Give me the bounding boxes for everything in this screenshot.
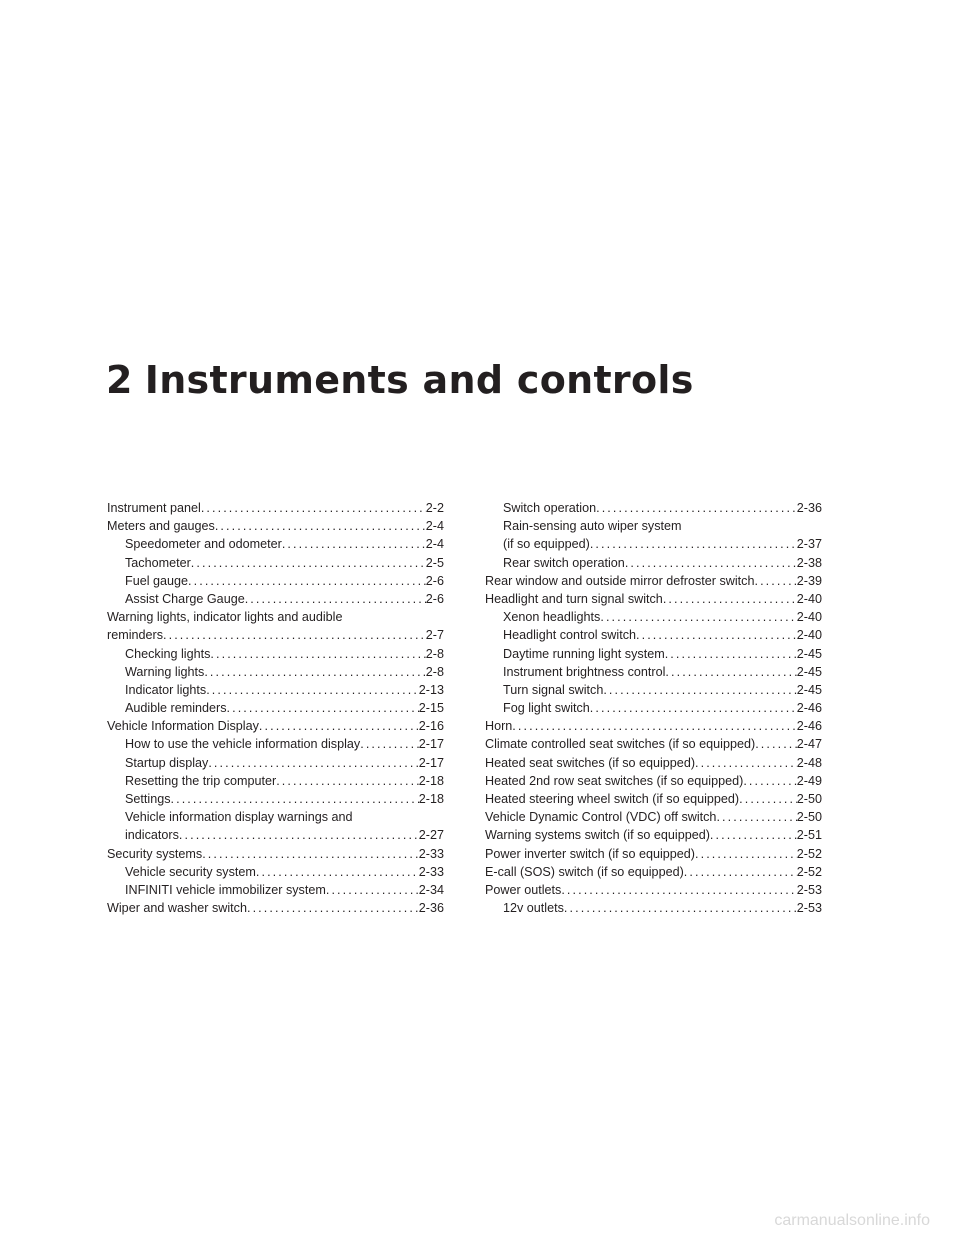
toc-entry-text: Audible reminders [125, 701, 227, 716]
toc-entry-text: Vehicle security system [125, 864, 256, 879]
toc-entry-text-line1: Rain-sensing auto wiper system [503, 519, 682, 534]
toc-entry[interactable] [485, 863, 822, 881]
dot-leader [739, 790, 797, 808]
toc-entry[interactable] [485, 645, 822, 663]
dot-leader [259, 717, 419, 735]
toc-entry[interactable] [485, 608, 822, 626]
toc-entry-page: 2-38 [796, 555, 822, 570]
toc-entry-page: 2-52 [796, 864, 822, 879]
toc-entry-text: Horn [485, 719, 513, 734]
dot-leader [695, 754, 797, 772]
toc-entry-text-line1: Warning lights, indicator lights and audible [107, 610, 343, 625]
toc-entry[interactable] [107, 881, 444, 899]
toc-entry-page: 2-34 [418, 882, 444, 897]
toc-entry[interactable] [485, 772, 822, 790]
toc-entry-text: Settings [125, 792, 171, 806]
toc-entry-text: Startup display [125, 755, 209, 770]
toc-entry[interactable] [107, 626, 444, 644]
toc-entry[interactable] [107, 772, 444, 790]
toc-entry-text: Resetting the trip computer [125, 773, 277, 788]
toc-entry[interactable] [107, 517, 444, 535]
toc-entry-page: 2-33 [418, 864, 444, 879]
toc-entry-text: Instrument brightness control [503, 664, 666, 679]
toc-entry[interactable] [107, 863, 444, 881]
toc-entry-page: 2-13 [418, 682, 444, 697]
toc-entry-text: Switch operation [503, 501, 597, 515]
toc-entry[interactable] [107, 845, 444, 863]
dot-leader [590, 699, 797, 717]
chapter-number: 2 [106, 358, 133, 402]
toc-entry-page: 2-53 [796, 901, 822, 916]
toc-entry-page: 2-45 [796, 682, 822, 697]
dot-leader [710, 826, 797, 844]
dot-leader [695, 845, 797, 863]
toc-entry[interactable] [107, 735, 444, 753]
toc-entry-text: Turn signal switch [503, 682, 604, 697]
toc-entry[interactable] [485, 754, 822, 772]
toc-entry-page: 2-40 [796, 610, 822, 625]
toc-entry-text: Checking lights [125, 646, 211, 661]
toc-entry-page: 2-27 [418, 828, 444, 843]
toc-entry-text: Meters and gauges [107, 519, 215, 534]
toc-entry-text: Instrument panel [107, 501, 201, 515]
toc-entry-page: 2-46 [796, 719, 822, 734]
toc-entry-page: 2-6 [425, 573, 444, 588]
toc-entry-page: 2-17 [418, 755, 444, 770]
dot-leader [245, 590, 426, 608]
dot-leader [684, 863, 797, 881]
toc-entry-text: Headlight control switch [503, 628, 636, 643]
dot-leader [208, 754, 418, 772]
toc-entry[interactable] [485, 881, 822, 899]
toc-entry-page: 2-8 [425, 664, 444, 679]
toc-entry-page: 2-47 [796, 737, 822, 752]
dot-leader [171, 790, 419, 808]
toc-entry-text: Power outlets [485, 882, 562, 897]
toc-entry[interactable] [107, 535, 444, 553]
dot-leader [201, 499, 426, 517]
dot-leader [282, 535, 426, 553]
dot-leader [188, 572, 426, 590]
dot-leader [603, 681, 796, 699]
toc-entry-page: 2-52 [796, 846, 822, 861]
dot-leader [206, 681, 419, 699]
toc-entry[interactable] [485, 681, 822, 699]
toc-entry-page: 2-33 [418, 846, 444, 861]
toc-entry-text: 12v outlets [503, 901, 564, 916]
toc-entry-page: 2-50 [796, 810, 822, 825]
toc-entry[interactable] [485, 554, 822, 572]
toc-entry-text: Security systems [107, 846, 203, 861]
toc-entry-page: 2-39 [796, 573, 822, 588]
toc-entry-text: Vehicle Information Display [107, 719, 259, 734]
toc-entry[interactable] [485, 790, 822, 808]
toc-entry[interactable] [107, 681, 444, 699]
toc-entry-text: Speedometer and odometer [125, 537, 282, 552]
toc-entry-page: 2-40 [796, 591, 822, 606]
toc-entry-page: 2-4 [425, 519, 444, 534]
dot-leader [179, 826, 419, 844]
toc-entry-text: Rear switch operation [503, 555, 625, 570]
toc-entry-text: Headlight and turn signal switch [485, 591, 663, 606]
toc-entry-text: Wiper and washer switch [107, 901, 247, 916]
toc-entry-text: E-call (SOS) switch (if so equipped) [485, 864, 684, 879]
toc-entry-text: Daytime running light system [503, 646, 665, 661]
toc-entry-text: INFINITI vehicle immobilizer system [125, 882, 326, 897]
toc-entry[interactable] [485, 808, 822, 826]
toc-entry-text: How to use the vehicle information display [125, 737, 361, 752]
toc-entry-page: 2-8 [425, 646, 444, 661]
dot-leader [755, 735, 797, 753]
toc-entry-text: Fuel gauge [125, 573, 189, 588]
toc-entry[interactable] [107, 717, 444, 735]
toc-entry[interactable] [485, 535, 822, 553]
toc-entry-text: Power inverter switch (if so equipped) [485, 846, 695, 861]
dot-leader [636, 626, 797, 644]
dot-leader [561, 881, 796, 899]
toc-entry-text: Vehicle Dynamic Control (VDC) off switch [485, 810, 717, 825]
toc-entry[interactable] [107, 754, 444, 772]
toc-entry-page: 2-18 [418, 792, 444, 806]
dot-leader [227, 699, 419, 717]
toc-entry-text: Warning systems switch (if so equipped) [485, 828, 710, 843]
dot-leader [276, 772, 419, 790]
dot-leader [663, 590, 797, 608]
toc-entry[interactable] [107, 645, 444, 663]
toc-entry-page: 2-5 [425, 555, 444, 570]
toc-entry-page: 2-49 [796, 773, 822, 788]
chapter-title-text: Instruments and controls [144, 358, 694, 402]
toc-entry-page: 2-51 [796, 828, 822, 843]
toc-entry[interactable] [107, 499, 444, 517]
toc-entry-page: 2-7 [425, 628, 444, 643]
dot-leader [716, 808, 796, 826]
dot-leader [204, 663, 425, 681]
toc-entry-page: 2-6 [425, 591, 444, 606]
toc-entry-text: (if so equipped) [503, 537, 590, 552]
dot-leader [360, 735, 419, 753]
dot-leader [600, 608, 796, 626]
dot-leader [665, 663, 796, 681]
dot-leader [326, 881, 419, 899]
toc-entry-text: Heated 2nd row seat switches (if so equipped) [485, 773, 744, 788]
toc-entry-text: reminders [107, 628, 163, 643]
toc-entry-text: indicators [125, 828, 179, 843]
toc-entry-text: Climate controlled seat switches (if so equipped) [485, 737, 756, 752]
toc-entry[interactable] [485, 717, 822, 735]
dot-leader [754, 572, 796, 590]
toc-entry[interactable] [485, 626, 822, 644]
toc-entry[interactable] [107, 572, 444, 590]
toc-entry[interactable] [107, 826, 444, 844]
toc-entry-page: 2-45 [796, 664, 822, 679]
toc-entry-text: Fog light switch [503, 701, 590, 716]
toc-entry-text: Heated seat switches (if so equipped) [485, 755, 696, 770]
toc-entry[interactable] [107, 663, 444, 681]
dot-leader [590, 535, 797, 553]
toc-entry[interactable] [485, 572, 822, 590]
toc-entry-page: 2-36 [796, 501, 822, 515]
dot-leader [596, 499, 797, 517]
toc-entry-text-line1: Vehicle information display warnings and [125, 810, 353, 825]
toc-entry[interactable] [485, 845, 822, 863]
toc-entry-page: 2-15 [418, 701, 444, 716]
dot-leader [256, 863, 419, 881]
toc-entry-text: Xenon headlights [503, 610, 601, 625]
toc-entry[interactable] [485, 699, 822, 717]
dot-leader [210, 645, 425, 663]
dot-leader [215, 517, 426, 535]
dot-leader [743, 772, 796, 790]
toc-entry-page: 2-17 [418, 737, 444, 752]
toc-entry-page: 2-50 [796, 792, 822, 806]
toc-entry-page: 2-45 [796, 646, 822, 661]
toc-entry[interactable] [107, 790, 444, 808]
toc-entry[interactable] [107, 590, 444, 608]
toc-entry[interactable] [107, 554, 444, 572]
dot-leader [163, 626, 426, 644]
toc-entry-text: Heated steering wheel switch (if so equipped) [485, 792, 740, 806]
dot-leader [564, 899, 797, 917]
toc-entry-text: Tachometer [125, 555, 191, 570]
chapter-title [106, 358, 694, 402]
toc-entry[interactable] [107, 699, 444, 717]
dot-leader [202, 845, 419, 863]
toc-entry[interactable] [485, 735, 822, 753]
toc-entry-page: 2-48 [796, 755, 822, 770]
toc-entry-page: 2-53 [796, 882, 822, 897]
toc-entry[interactable] [485, 899, 822, 917]
toc-left-column [107, 499, 444, 917]
toc-entry[interactable] [485, 663, 822, 681]
toc-entry-text: Assist Charge Gauge [125, 591, 245, 606]
toc-entry[interactable] [485, 590, 822, 608]
toc-entry[interactable] [485, 499, 822, 517]
toc-entry-page: 2-36 [418, 901, 444, 916]
toc-entry-page: 2-2 [425, 501, 444, 515]
dot-leader [665, 645, 797, 663]
toc-entry[interactable] [107, 899, 444, 917]
toc-entry-page: 2-46 [796, 701, 822, 716]
dot-leader [191, 554, 426, 572]
toc-entry-text: Warning lights [125, 664, 205, 679]
toc-entry-page: 2-37 [796, 537, 822, 552]
toc-right-column [485, 499, 822, 917]
dot-leader [512, 717, 796, 735]
dot-leader [625, 554, 797, 572]
dot-leader [247, 899, 419, 917]
toc-entry-page: 2-18 [418, 773, 444, 788]
toc-entry-text: Rear window and outside mirror defroster switch [485, 573, 755, 588]
watermark-footer: carmanualsonline.info [774, 1212, 930, 1229]
toc-entry-text: Indicator lights [125, 682, 207, 697]
toc-entry-page: 2-16 [418, 719, 444, 734]
toc-entry[interactable] [485, 826, 822, 844]
toc-entry-page: 2-4 [425, 537, 444, 552]
toc-entry-page: 2-40 [796, 628, 822, 643]
